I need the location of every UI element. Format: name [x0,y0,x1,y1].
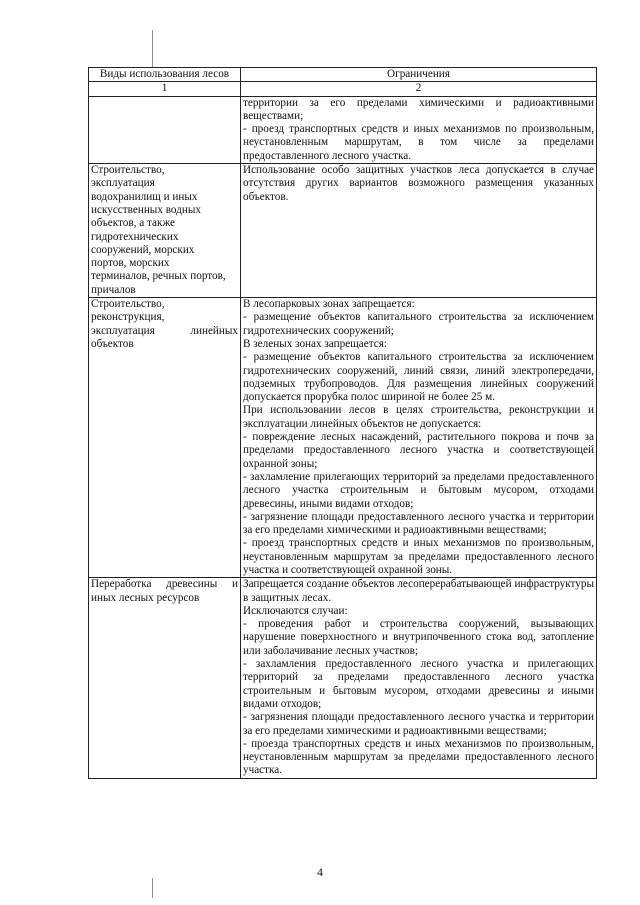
restriction-paragraph: При использовании лесов в целях строительства, реконструкции и эксплуатации линейных объектов не допускается: [243,404,594,430]
page-number: 4 [317,865,323,879]
usage-type-cell [89,164,241,298]
table-row [89,298,597,578]
usage-type-line: объектов [91,337,134,350]
restriction-paragraph: Запрещается создание объектов лесоперерабатывающей инфраструктуры в защитных лесах. [243,578,594,604]
usage-type-line: портов, морских [91,257,170,270]
usage-type-cell [89,298,241,578]
restriction-paragraph: Исключаются случаи: [243,604,348,617]
restriction-paragraph: - проезд транспортных средств и иных механизмов по произвольным, неустановленным маршрутам, в том числе за пределами предоставленного лесного участка. [243,123,594,162]
table-header-row [89,68,597,82]
usage-type-line: причалов [91,283,136,296]
restriction-paragraph: - захламление прилегающих территорий за пределами предоставленного лесного участка строительным и бытовым мусором, отходами древесины, иными видами отходов; [243,470,594,510]
usage-type-line: реконструкция, [91,311,165,324]
restriction-cell [241,298,597,578]
restriction-paragraph: - загрязнения площади предоставленного лесного участка и территории за его пределами химическими и радиоактивными веществами; [243,711,594,737]
table-row [89,96,597,163]
binding-line-top [152,30,153,68]
usage-type-line: Переработка древесины и [91,578,238,591]
table-row [89,164,597,298]
binding-line-bottom [152,878,153,898]
header-restrictions: Ограничения [241,68,597,82]
restrictions-table [88,67,597,779]
column-number-1: 1 [89,82,241,96]
usage-type-line: Строительство, [91,298,165,311]
usage-type-line: искусственных водных [91,203,201,216]
restriction-cell [241,96,597,163]
usage-type-line: эксплуатация [91,177,155,190]
restriction-paragraph: В лесопарковых зонах запрещается: [243,298,415,311]
table-row [89,578,597,778]
usage-type-line: сооружений, морских [91,243,195,256]
header-usage-types: Виды использования лесов [89,68,241,82]
usage-type-line: объектов, а также [91,217,175,230]
usage-type-line: эксплуатация линейных [91,324,238,337]
column-number-row [89,82,597,96]
restriction-cell [241,578,597,778]
restriction-paragraph: - размещение объектов капитального строительства за исключением гидротехнических сооружений, линий связи, линий электропередачи, подземных трубопроводов. Для размещения линейных сооружений допускается прорубка полос шириной не более 25 м. [243,351,594,404]
restriction-paragraph: - захламления предоставленного лесного участка и прилегающих территорий за пределами предоставленного лесного участка строительным и бытовым мусором, отходами древесины и иными видами отходов; [243,658,594,710]
restriction-paragraph: - загрязнение площади предоставленного лесного участка и территории за его пределами химическими и радиоактивными веществами; [243,510,594,537]
usage-type-cell [89,578,241,778]
restriction-paragraph: Использование особо защитных участков леса допускается в случае отсутствия других вариантов возможного размещения указанных объектов. [243,164,594,203]
usage-type-line: терминалов, речных портов, [91,270,226,283]
usage-type-line: Строительство, [91,164,165,177]
column-number-2: 2 [241,82,597,96]
usage-type-line: гидротехнических [91,230,179,243]
restriction-paragraph: В зеленых зонах запрещается: [243,337,387,350]
restriction-paragraph: - проезд транспортных средств и иных механизмов по произвольным, неустановленным маршрутам за пределами предоставленного лесного участка и соответствующей охранной зоны. [243,537,594,576]
restriction-cell [241,164,597,298]
usage-type-line: водохранилищ и иных [91,190,198,203]
usage-type-line: иных лесных ресурсов [91,591,200,604]
restriction-paragraph: - проезда транспортных средств и иных механизмов по произвольным, неустановленным маршрутам за пределами предоставленного лесного участка. [243,737,594,777]
restriction-paragraph: территории за его пределами химическими и радиоактивными веществами; [243,96,594,122]
usage-type-cell [89,96,241,163]
restriction-paragraph: - размещение объектов капитального строительства за исключением гидротехнических сооружений; [243,311,594,337]
restriction-paragraph: - повреждение лесных насаждений, растительного покрова и почв за пределами предоставленного лесного участка и соответствующей охранной зоны; [243,431,594,470]
restriction-paragraph: - проведения работ и строительства сооружений, вызывающих нарушение поверхностного и внутрипочвенного стока вод, затопление или заболачивание лесных участков; [243,618,594,657]
